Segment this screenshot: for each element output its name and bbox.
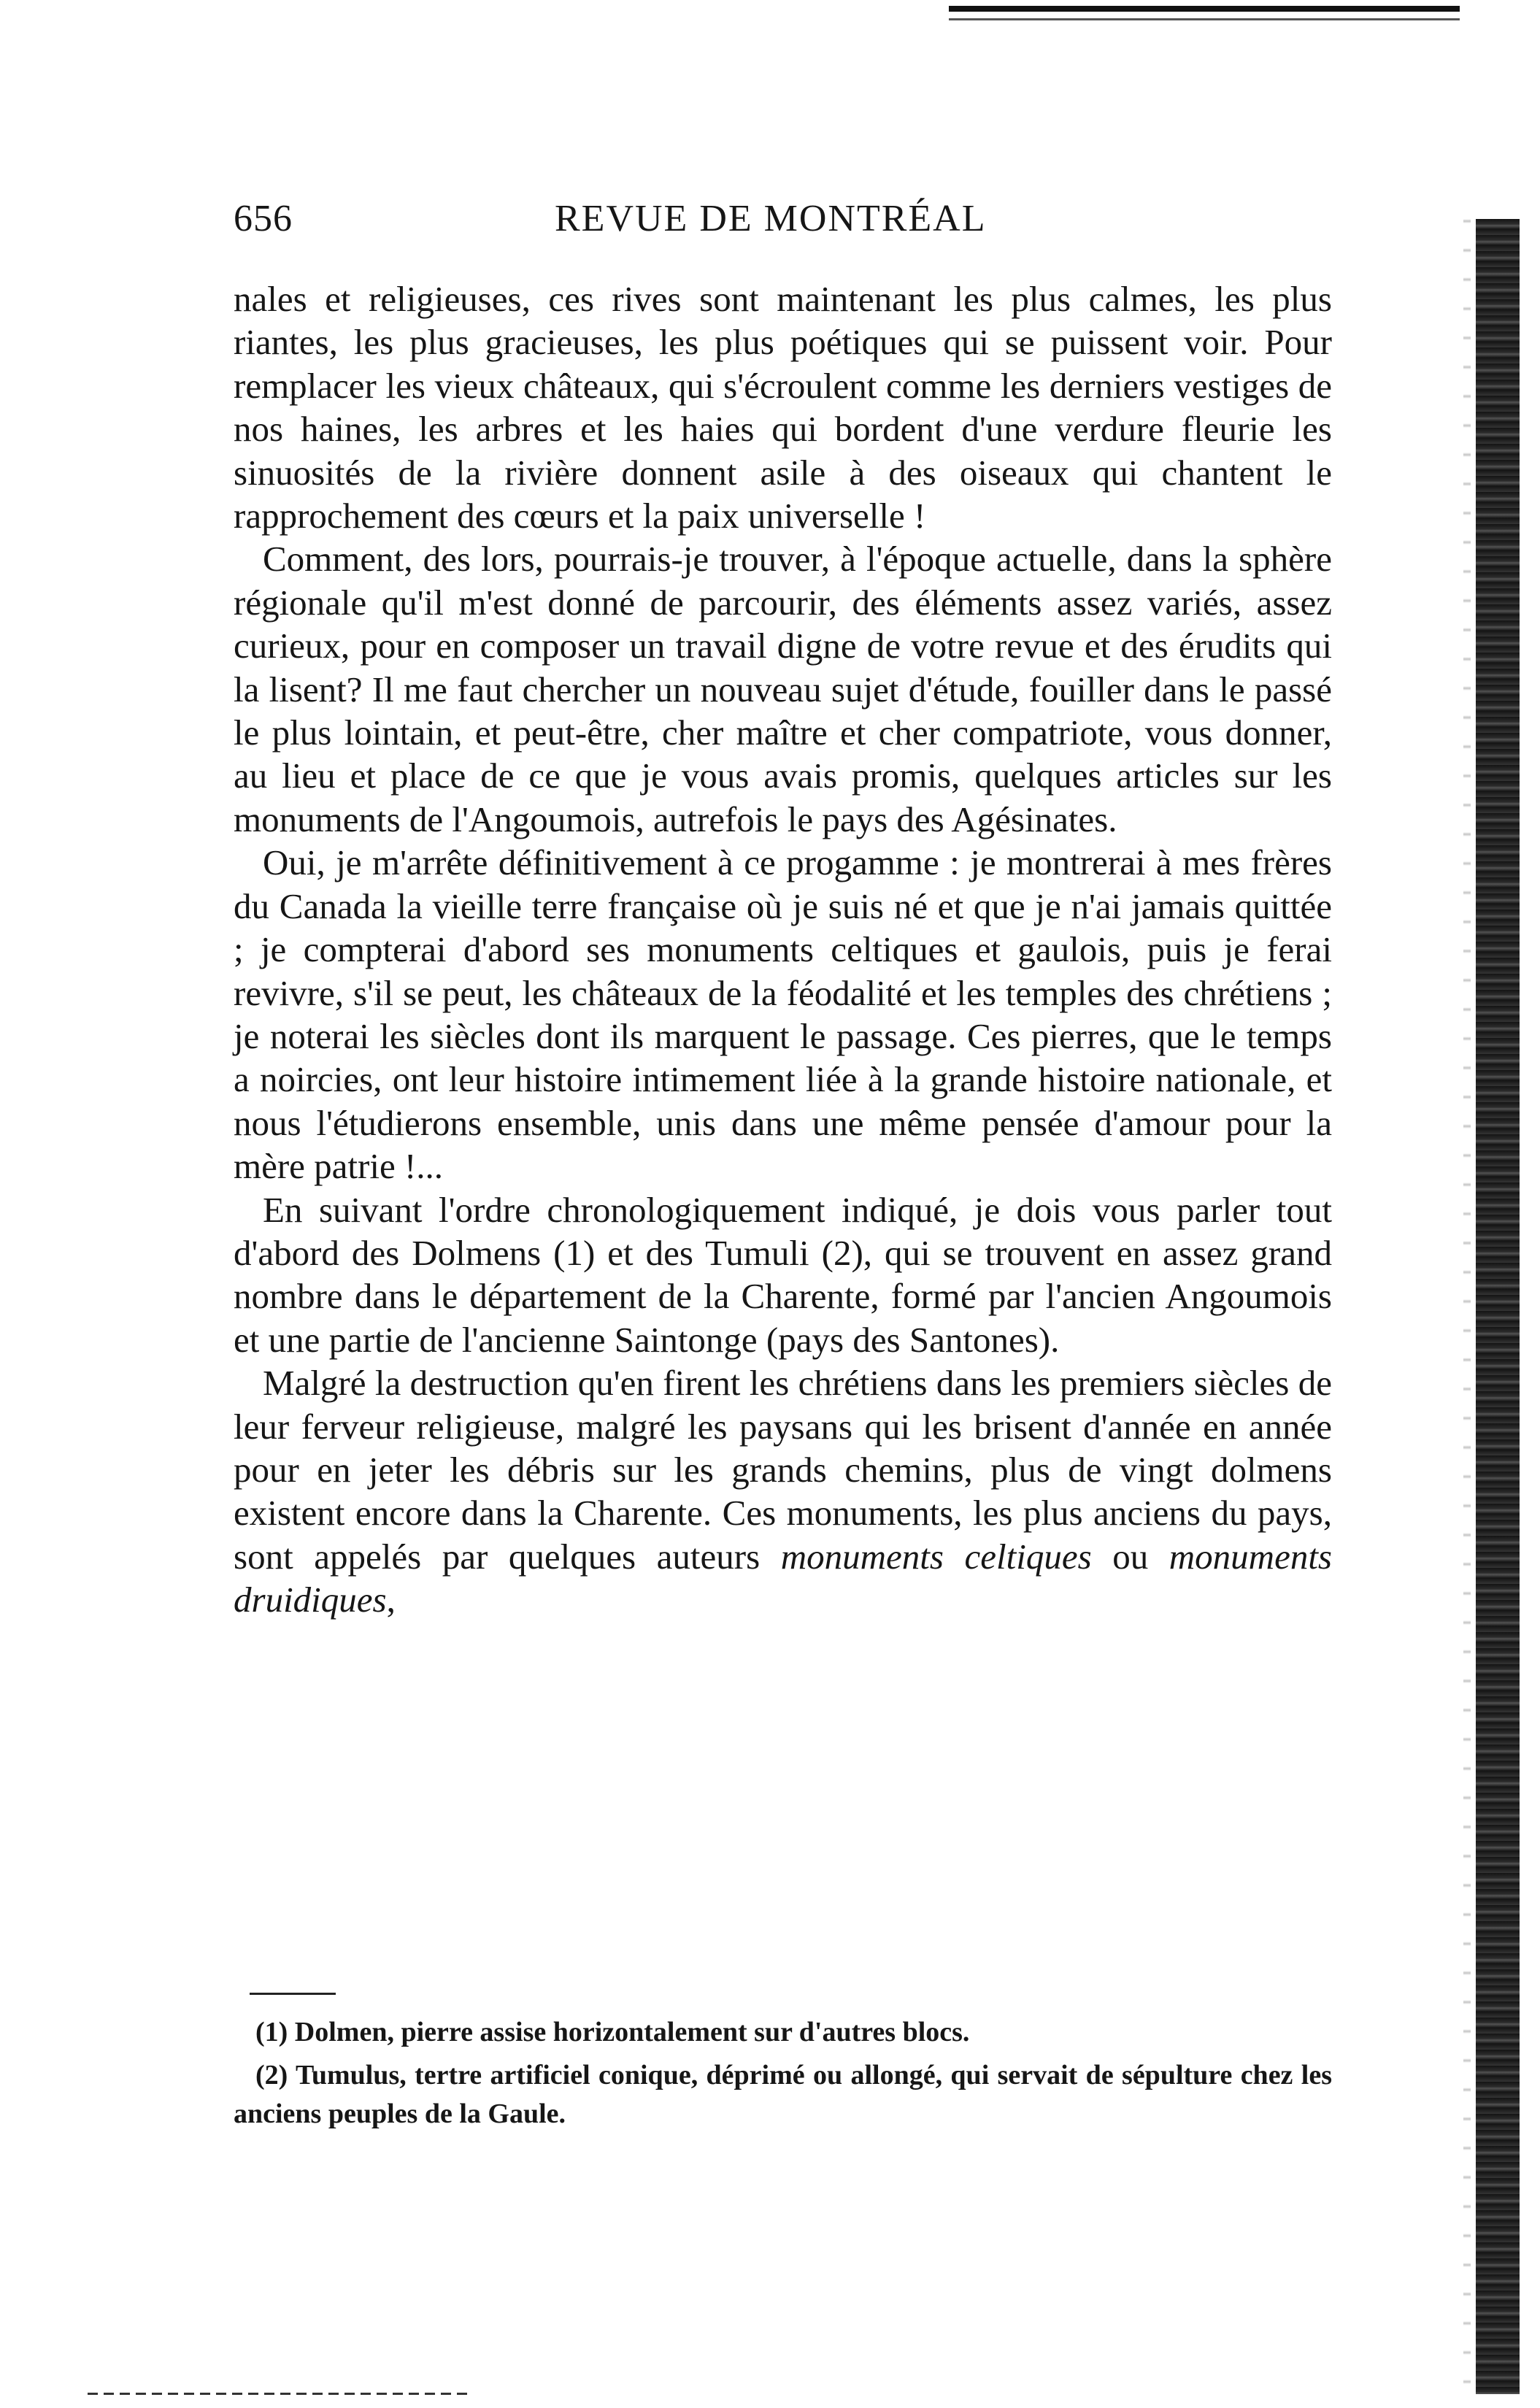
paragraph-5-connector: ou xyxy=(1091,1536,1169,1577)
footnote-1: (1) Dolmen, pierre assise horizontalement sur d'autres blocs. xyxy=(255,2017,970,2047)
paragraph-3: Oui, je m'arrête définitivement à ce progamme : je montrerai à mes frères du Canada la vieille terre française où je suis né et que je n'ai jamais quittée ; je compterai d'abord ses monuments celtiques et gaulois, puis je ferai revivre, s'il se peut, les châteaux de la féodalité et les temples des chrétiens ; je noterai les siècles dont ils marquent le passage. Ces pierres, que le temps a noircies, ont leur histoire intimement liée à la grande histoire nationale, et nous l'étudierons ensemble, unis dans une même pensée d'amour pour la mère patrie !... xyxy=(234,842,1332,1187)
footnotes xyxy=(234,2013,1332,2138)
footnote-separator xyxy=(250,1993,336,1995)
page-number: 656 xyxy=(234,198,293,239)
paragraph-5-end: , xyxy=(386,1580,396,1620)
scan-edge-right-shadow xyxy=(1463,219,1471,2394)
body-text xyxy=(234,277,1332,1622)
paragraph-1: nales et religieuses, ces rives sont maintenant les plus calmes, les plus riantes, les plus gracieuses, les plus poétiques qui se puissent voir. Pour remplacer les vieux châteaux, qui s'écroulent comme les derniers vestiges de nos haines, les arbres et les haies qui bordent d'une verdure fleurie les sinuosités de la rivière donnent asile à des oiseaux qui chantent le rapprochement des cœurs et la paix universelle ! xyxy=(234,279,1332,536)
paragraph-5-text: Malgré la destruction qu'en firent les chrétiens dans les premiers siècles de leur ferveur religieuse, malgré les paysans qui les brisent d'année en année pour en jeter les débris sur les grands chemins, plus de vingt dolmens existent encore dans la Charente. Ces monuments, les plus anciens du pays, sont appelés par quelques auteurs xyxy=(234,1363,1332,1577)
scan-edge-bottom xyxy=(88,2393,467,2395)
scan-edge-top xyxy=(949,6,1460,12)
paragraph-2: Comment, des lors, pourrais-je trouver, à l'époque actuelle, dans la sphère régionale qu'il m'est donné de parcourir, des éléments assez variés, assez curieux, pour en composer un travail digne de votre revue et des érudits qui la lisent? Il me faut chercher un nouveau sujet d'étude, fouiller dans le passé le plus lointain, et peut-être, cher maître et cher compatriote, vous donner, au lieu et place de ce que je vous avais promis, quelques articles sur les monuments de l'Angoumois, autrefois le pays des Agésinates. xyxy=(234,539,1332,839)
paragraph-5 xyxy=(234,1361,1332,1621)
footnote-2: (2) Tumulus, tertre artificiel conique, déprimé ou allongé, qui servait de sépulture chez les anciens peuples de la Gaule. xyxy=(234,2060,1332,2129)
paragraph-4: En suivant l'ordre chronologiquement indiqué, je dois vous parler tout d'abord des Dolmens (1) et des Tumuli (2), qui se trouvent en assez grand nombre dans le département de la Charente, formé par l'ancien Angoumois et une partie de l'ancienne Saintonge (pays des Santones). xyxy=(234,1189,1332,1360)
italic-term-celtic: monuments celtiques xyxy=(780,1536,1092,1577)
scan-edge-top-secondary xyxy=(949,18,1460,20)
scan-edge-right xyxy=(1476,219,1520,2394)
running-head: REVUE DE MONTRÉAL xyxy=(555,198,987,239)
italic-term-druidic: monuments druidiques xyxy=(234,1536,1333,1620)
page-header xyxy=(234,197,1336,255)
